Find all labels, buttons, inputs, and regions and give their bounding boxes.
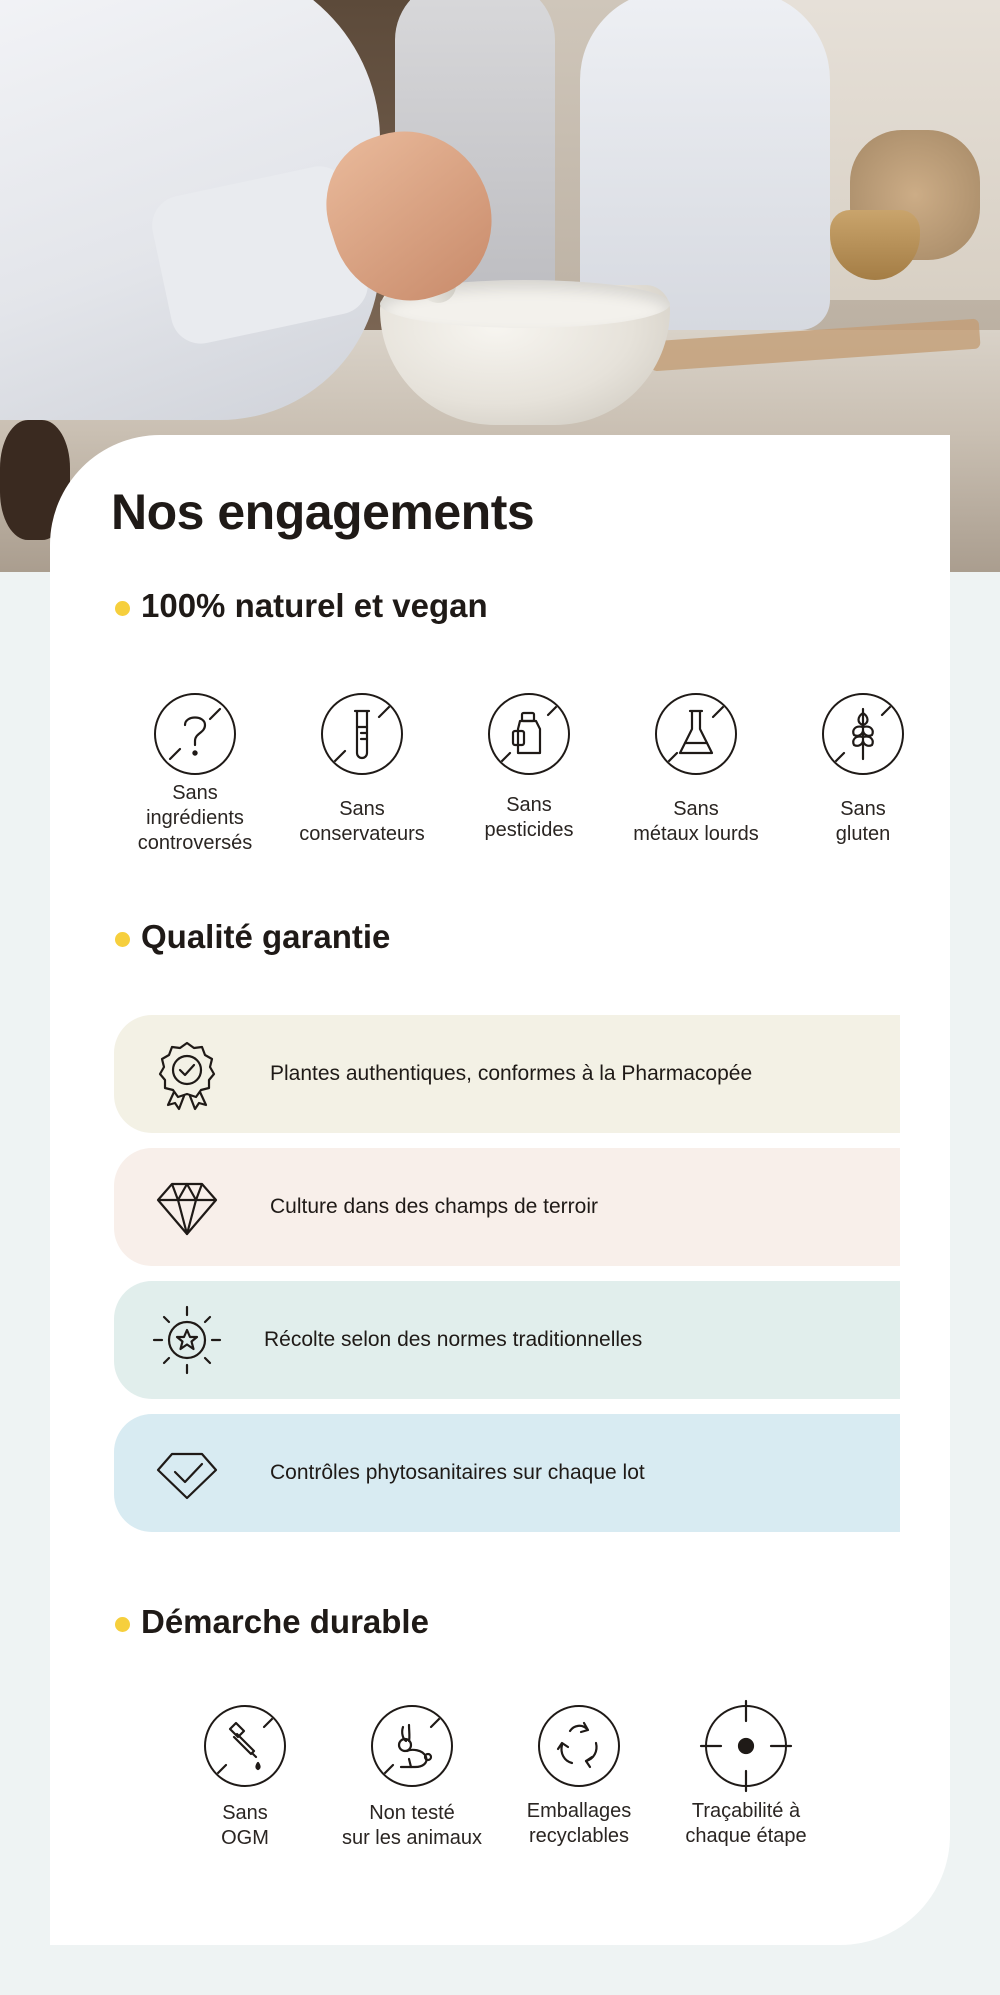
flask-icon [655, 693, 737, 775]
section-title-quality: Qualité garantie [141, 918, 391, 955]
question-mark-icon [154, 693, 236, 775]
natural-item-line1: Sans [506, 794, 552, 816]
durable-item-line1: Non testé [369, 1802, 455, 1824]
pesticide-bottle-icon [488, 693, 570, 775]
quality-row-terroir [114, 1148, 900, 1266]
section-title-durable: Démarche durable [141, 1603, 429, 1640]
natural-item-metaux [611, 693, 781, 847]
recycle-icon [538, 1705, 620, 1787]
natural-item-line2: métaux lourds [633, 823, 759, 845]
durable-item-line1: Sans [222, 1802, 268, 1824]
natural-item-line2: conservateurs [299, 823, 425, 845]
shield-check-icon [150, 1436, 224, 1510]
durable-item-ogm [160, 1705, 330, 1851]
section-bullet [115, 932, 130, 947]
test-tube-icon [321, 693, 403, 775]
durable-item-recyclables [494, 1705, 664, 1849]
page-title: Nos engagements [111, 484, 535, 540]
natural-item-line2: gluten [835, 823, 891, 845]
quality-row-recolte [114, 1281, 900, 1399]
quality-row-pharmacopee [114, 1015, 900, 1133]
durable-item-animaux [327, 1705, 497, 1851]
quality-row-controles [114, 1414, 900, 1532]
quality-text: Culture dans des champs de terroir [270, 1195, 598, 1218]
hero-person-right [580, 0, 830, 330]
wheat-icon [822, 693, 904, 775]
natural-item-pesticides [444, 693, 614, 843]
sun-star-icon [150, 1303, 224, 1377]
diamond-icon [150, 1170, 224, 1244]
section-bullet [115, 601, 130, 616]
quality-text: Récolte selon des normes traditionnelles [264, 1328, 643, 1351]
durable-item-line1: Emballages [526, 1800, 632, 1822]
engagements-card [50, 435, 950, 1945]
durable-item-tracabilite [661, 1705, 831, 1849]
quality-text: Plantes authentiques, conformes à la Pharmacopée [270, 1062, 753, 1085]
natural-item-conservateurs [277, 693, 447, 847]
durable-item-line1: Traçabilité à [691, 1800, 801, 1822]
natural-item-line1: Sans [339, 798, 385, 820]
natural-item-line2: pesticides [484, 819, 574, 841]
natural-item-line3: controversés [137, 832, 253, 854]
natural-item-line1: Sans [840, 798, 886, 820]
natural-item-line1: Sans [673, 798, 719, 820]
section-title-natural: 100% naturel et vegan [141, 587, 488, 624]
natural-item-controverses [110, 693, 280, 856]
durable-item-line2: OGM [221, 1827, 269, 1849]
quality-text: Contrôles phytosanitaires sur chaque lot [270, 1461, 645, 1484]
target-icon [705, 1705, 787, 1787]
section-bullet [115, 1617, 130, 1632]
natural-item-line1: Sans [172, 782, 218, 804]
award-badge-icon [150, 1037, 224, 1111]
natural-item-line2: ingrédients [146, 807, 244, 829]
durable-item-line2: recyclables [528, 1825, 630, 1847]
rabbit-icon [371, 1705, 453, 1787]
durable-item-line2: chaque étape [685, 1825, 807, 1847]
dropper-icon [204, 1705, 286, 1787]
natural-item-gluten [778, 693, 948, 847]
durable-item-line2: sur les animaux [341, 1827, 483, 1849]
